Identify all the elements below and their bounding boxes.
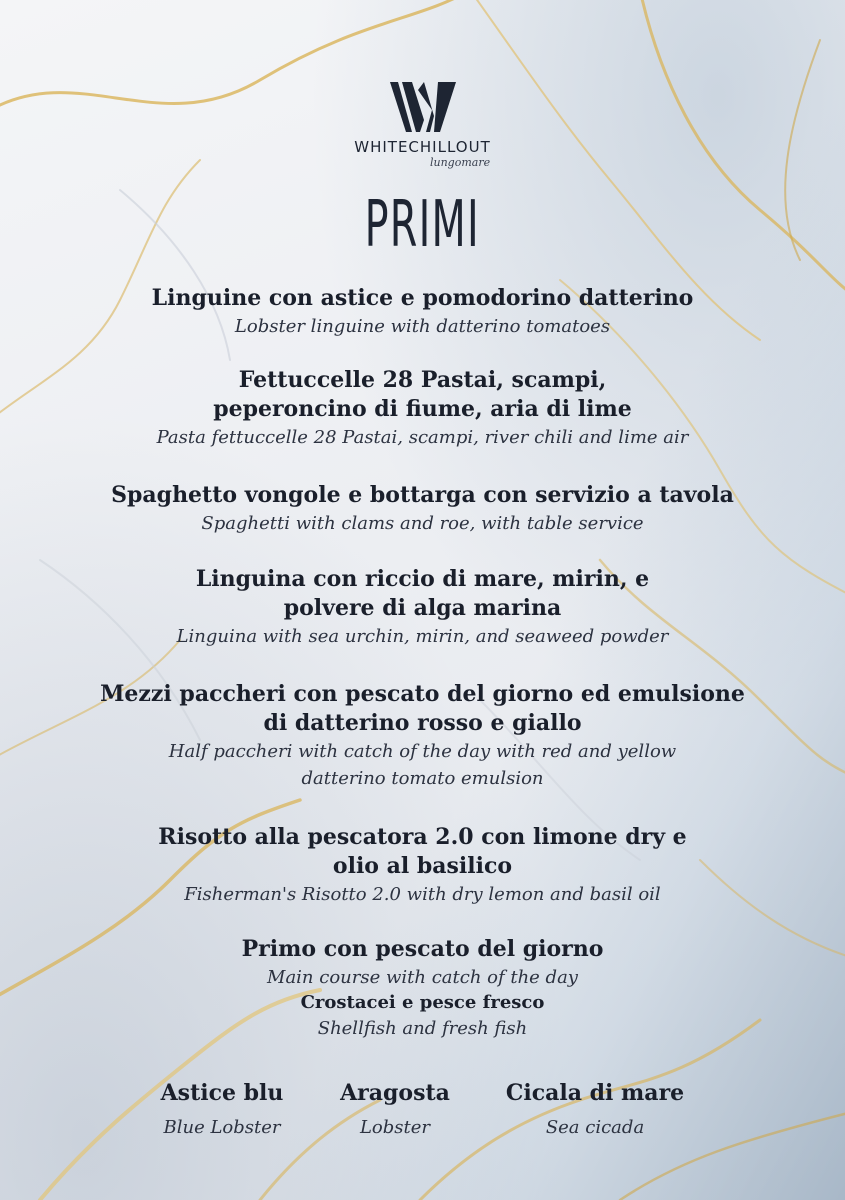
subheading-translation: Shellfish and fresh fish xyxy=(317,1018,528,1039)
dish-name: Linguine con astice e pomodorino datterino xyxy=(151,285,694,311)
dish-name: Mezzi paccheri con pescato del giorno ed emulsione xyxy=(100,681,745,707)
dish-item xyxy=(0,481,845,537)
shellfish-translation: Blue Lobster xyxy=(163,1117,281,1138)
dish-translation: Main course with catch of the day xyxy=(267,967,578,988)
shellfish-translation: Lobster xyxy=(359,1117,431,1138)
shellfish-item xyxy=(122,1078,322,1142)
dish-translation: datterino tomato emulsion xyxy=(301,768,544,789)
dish-translation: Half paccheri with catch of the day with red and yellow xyxy=(168,741,677,762)
dish-translation: Pasta fettuccelle 28 Pastai, scampi, river chili and lime air xyxy=(156,427,689,448)
dish-name: Primo con pescato del giorno xyxy=(241,936,604,962)
shellfish-name: Cicala di mare xyxy=(505,1080,685,1106)
dish-name: Linguina con riccio di mare, mirin, e xyxy=(195,566,650,592)
dish-name: Risotto alla pescatora 2.0 con limone dry e xyxy=(158,824,687,850)
shellfish-item xyxy=(495,1078,695,1142)
dish-name: olio al basilico xyxy=(332,853,513,879)
brand-logo xyxy=(0,80,845,134)
section-title: PRIMI xyxy=(364,188,480,262)
dish-name: Spaghetto vongole e bottarga con servizio a tavola xyxy=(111,482,734,508)
dish-name: di datterino rosso e giallo xyxy=(263,710,582,736)
dish-item xyxy=(0,284,845,340)
dish-item xyxy=(0,366,845,451)
dish-name: peperoncino di fiume, aria di lime xyxy=(213,396,632,422)
dish-translation: Fisherman's Risotto 2.0 with dry lemon and basil oil xyxy=(184,884,661,905)
subheading-label: Crostacei e pesce fresco xyxy=(300,992,545,1013)
brand-name: WHITECHILLOUT xyxy=(354,138,491,156)
shellfish-item xyxy=(295,1078,495,1142)
shellfish-translation: Sea cicada xyxy=(545,1117,645,1138)
dish-item xyxy=(0,680,845,792)
dish-item xyxy=(0,935,845,1042)
dish-item xyxy=(0,823,845,908)
dish-translation: Linguina with sea urchin, mirin, and seaweed powder xyxy=(176,626,669,647)
shellfish-name: Astice blu xyxy=(160,1080,284,1106)
dish-translation: Spaghetti with clams and roe, with table service xyxy=(201,513,644,534)
dish-name: polvere di alga marina xyxy=(283,595,562,621)
shellfish-name: Aragosta xyxy=(340,1080,450,1106)
dish-item xyxy=(0,565,845,650)
dish-name: Fettuccelle 28 Pastai, scampi, xyxy=(238,367,607,393)
brand-logo-mark-icon xyxy=(388,80,458,134)
dish-translation: Lobster linguine with datterino tomatoes xyxy=(234,316,611,337)
brand-subtitle: lungomare xyxy=(430,156,491,169)
